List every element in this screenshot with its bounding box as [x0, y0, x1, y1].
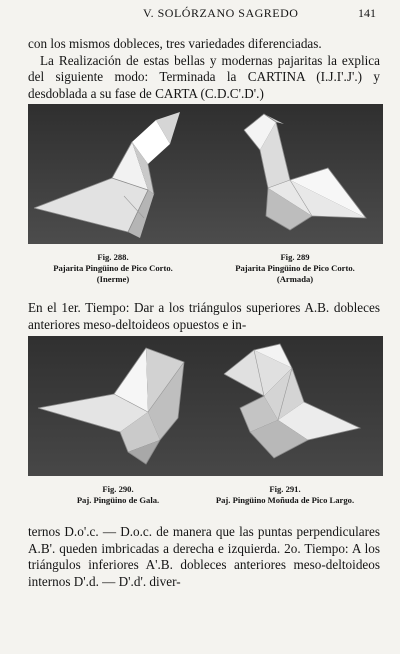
- fig-288-number: Fig. 288.: [97, 252, 129, 262]
- fig-289-subtitle: (Armada): [276, 274, 314, 284]
- fig-289-number: Fig. 289: [280, 252, 310, 262]
- photo-origami-penguins-bottom: [28, 336, 383, 476]
- fig-288-title: Pajarita Pingüino de Pico Corto.: [53, 263, 173, 273]
- page-number: 141: [358, 6, 376, 20]
- fig-290-title: Paj. Pingüino de Gala.: [76, 495, 160, 505]
- photo-figures-288-289: [28, 104, 383, 244]
- photo-origami-penguins-top: [28, 104, 383, 244]
- caption-fig-288: [18, 252, 208, 285]
- fig-289-title: Pajarita Pingüino de Pico Corto.: [235, 263, 355, 273]
- caption-fig-290: [38, 484, 198, 506]
- caption-fig-289: [206, 252, 384, 285]
- running-header: [0, 6, 400, 22]
- fig-291-title: Paj. Pingüino Moñuda de Pico Largo.: [215, 495, 355, 505]
- paragraph-intro-line1: con los mismos dobleces, tres variedades diferenciadas.: [28, 36, 322, 51]
- paragraph-intro: [28, 36, 380, 102]
- paragraph-tiempo-1: En el 1er. Tiempo: Dar a los triángulos superiores A.B. dobleces anteriores meso-deltoideos opuestos e in-: [28, 300, 380, 332]
- fig-290-number: Fig. 290.: [102, 484, 134, 494]
- caption-fig-291: [186, 484, 384, 506]
- fig-291-number: Fig. 291.: [269, 484, 301, 494]
- running-title: V. SOLÓRZANO SAGREDO: [143, 6, 299, 20]
- paragraph-intro-body: La Realización de estas bellas y modernas pajaritas la explica del siguiente modo: Terminada la CARTINA (I.J.I'.J'.) y desdoblada a su fase de CARTA (C.D.C'.D'.): [28, 52, 380, 101]
- paragraph-tiempo-2: ternos D.o'.c. — D.o.c. de manera que las puntas perpendiculares A.B'. queden imbricadas a derecha e izquierda. 2o. Tiempo: A los triángulos inferiores A'.B. dobleces anteriores meso-deltoideos internos D'.d. — D'.d'. diver-: [28, 524, 380, 589]
- fig-288-subtitle: (Inerme): [96, 274, 130, 284]
- photo-figures-290-291: [28, 336, 383, 476]
